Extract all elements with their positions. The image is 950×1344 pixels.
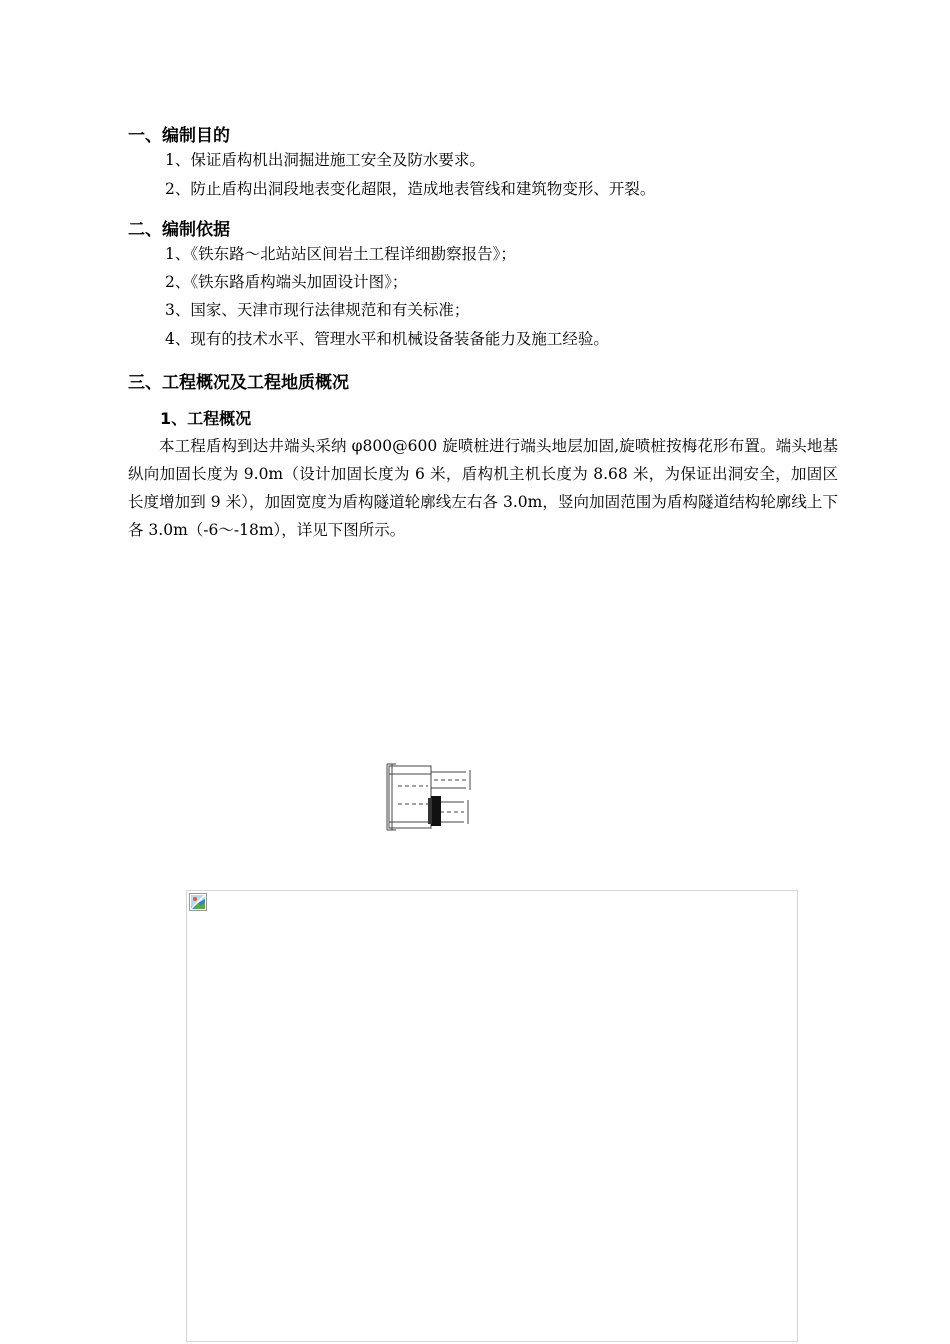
reinforcement-drawing-icon — [384, 760, 474, 832]
subsection-heading: 1、工程概况 — [160, 409, 252, 428]
list-item: 2、防止盾构出洞段地表变化超限，造成地表管线和建筑物变形、开裂。 — [165, 180, 656, 198]
list-item: 1、《铁东路～北站站区间岩土工程详细勘察报告》； — [165, 245, 516, 263]
list-item: 3、国家、天津市现行法律规范和有关标准； — [165, 301, 470, 319]
image-placeholder — [186, 890, 798, 1342]
section-heading-basis: 二、编制依据 — [128, 220, 230, 240]
list-item: 4、现有的技术水平、管理水平和机械设备装备能力及施工经验。 — [165, 330, 609, 348]
overview-paragraph: 本工程盾构到达井端头采纳 φ800@600 旋喷桩进行端头地层加固,旋喷桩按梅花形布置。端头地基纵向加固长度为 9.0m（设计加固长度为 6 米，盾构机主机长度为 8.68 米，为保证出洞安全，加固区长度增加到 9 米），加固宽度为盾构隧道轮廓线左右各 3.0m，竖向加固范围为盾构隧道结构轮廓线上下各 3.0m（-6～-18m），详见下图所示。 — [128, 437, 838, 539]
section-heading-purpose: 一、编制目的 — [128, 126, 230, 146]
list-item: 1、保证盾构机出洞掘进施工安全及防水要求。 — [165, 151, 485, 169]
list-item: 2、《铁东路盾构端头加固设计图》； — [165, 273, 408, 291]
broken-image-icon — [189, 893, 207, 911]
section-heading-overview: 三、工程概况及工程地质概况 — [128, 373, 349, 393]
